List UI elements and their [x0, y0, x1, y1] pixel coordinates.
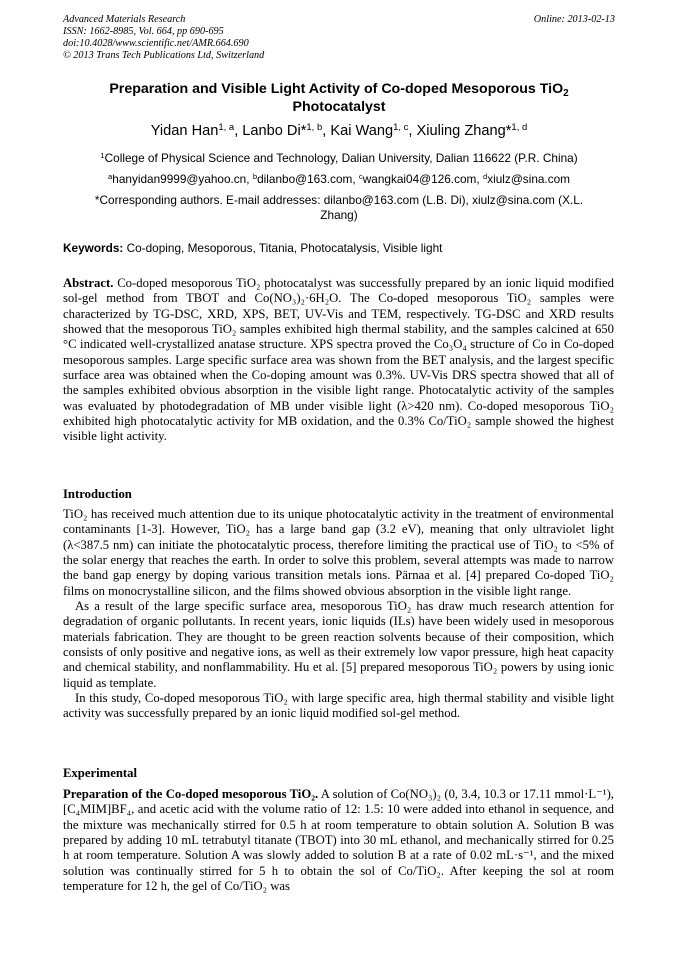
- keywords-label: Keywords:: [63, 241, 124, 255]
- keywords: [63, 241, 615, 256]
- email-marker: c: [358, 171, 363, 181]
- online-date: Online: 2013-02-13: [533, 14, 615, 25]
- author-marker: 1, d: [511, 121, 528, 133]
- affiliation-text: College of Physical Science and Technology, Dalian University, Dalian 116622 (P.R. China): [104, 151, 578, 165]
- author-name: Lanbo Di*: [242, 123, 307, 139]
- email-marker: d: [482, 171, 488, 181]
- abstract-text: Co-doped mesoporous TiO₂ photocatalyst was successfully prepared by an ionic liquid modified sol-gel method from TBOT and Co(NO₃)₂·6H₂O. The Co-doped mesoporous TiO₂ samples were characterized by TG-DSC, XRD, XPS, BET, UV-Vis and TEM, respectively. TG-DSC and XRD results showed that the mesoporous TiO₂ samples exhibited high thermal stability, and the samples calcined at 650 °C indicated well-crystallized anatase structure. XPS spectra proved the Co₃O₄ structure of Co in Co-doped mesoporous samples. Large specific surface area was shown from the BET analysis, and the largest specific surface area was obtained when the Co-doping amount was 0.3%. UV-Vis DRS spectra showed that all of the samples exhibited obvious absorption in the visible light range. Photocatalytic activity of the samples was evaluated by photodegradation of MB under visible light (λ>420 nm). Co-doped mesoporous TiO₂ exhibited high photocatalytic activity for MB oxidation, and the 0.3% Co/TiO₂ sample showed the highest visible light activity.: [63, 276, 614, 444]
- author-emails: $^a$hanyidan9999@yahoo.cn, $^b$dilanbo@163.com, $^c$wangkai04@126.com, $^d$xiulz@sina.com: [108, 171, 570, 186]
- affiliation-marker: 1: [100, 150, 105, 160]
- experimental-body: [63, 787, 614, 894]
- experimental-subheading: Preparation of the Co-doped mesoporous TiO₂.: [63, 787, 319, 801]
- introduction-paragraph-2: As a result of the large specific surface area, mesoporous TiO₂ has draw much research attention for degradation of organic pollutants. In recent years, ionic liquids (ILs) have been widely used in mesoporous materials fabrication. They are thought to be green reaction solvents because of their composition, which consists of only positive and negative ions, as well as their extremely low vapor pressure, high heat capacity and chemical stability, and nonflammability. Hu et al. [5] prepared mesoporous TiO₂ powers by using ionic liquid as template.: [63, 599, 614, 690]
- journal-header: [63, 14, 615, 62]
- introduction-heading: Introduction: [63, 487, 132, 501]
- journal-doi: doi:10.4028/www.scientific.net/AMR.664.690: [63, 38, 249, 49]
- experimental-heading: Experimental: [63, 766, 138, 780]
- abstract: [63, 276, 614, 445]
- introduction-paragraph-1: TiO₂ has received much attention due to its unique photocatalytic activity in the treatment of environmental contaminants [1-3]. However, TiO₂ has a large band gap (3.2 eV), meaning that only ultraviolet light (λ<387.5 nm) can initiate the photocatalytic process, therefore limiting the practical use of TiO₂ to <5% of the solar energy that reaches the earth. In order to solve this problem, several attempts was made to narrow the band gap energy by doping various transition metals ions. Pärnaa et al. [4] prepared Co-doped TiO₂ films on monocrystalline silicon, and the films showed obvious absorption in the visible light range.: [63, 507, 614, 598]
- title-line-1: Preparation and Visible Light Activity of Co-doped Mesoporous TiO: [109, 81, 564, 97]
- journal-name: Advanced Materials Research: [63, 14, 186, 25]
- email-address: wangkai04@126.com: [362, 172, 477, 186]
- author-marker: 1, b: [306, 121, 323, 133]
- email-marker: b: [252, 171, 258, 181]
- author-marker: 1, a: [218, 121, 235, 133]
- introduction-paragraph-3: In this study, Co-doped mesoporous TiO₂ with large specific area, high thermal stability and visible light activity was successfully prepared by an ionic liquid modified sol-gel method.: [63, 691, 614, 721]
- author-marker: 1, c: [393, 121, 409, 133]
- affiliation: [63, 151, 615, 166]
- author-name: Xiuling Zhang*: [416, 123, 512, 139]
- keywords-text: Co-doping, Mesoporous, Titania, Photocatalysis, Visible light: [126, 241, 443, 255]
- journal-issn: ISSN: 1662-8985, Vol. 664, pp 690-695: [63, 26, 224, 37]
- corresponding-authors: *Corresponding authors. E-mail addresses: dilanbo@163.com (L.B. Di), xiulz@sina.com (X.L. Zhang): [94, 193, 584, 222]
- author-name: Kai Wang: [330, 123, 394, 139]
- experimental-text: A solution of Co(NO₃)₂ (0, 3.4, 10.3 or 17.11 mmol·L⁻¹), [C₄MIM]BF₄, and acetic acid with the volume ratio of 12: 1.5: 10 were added into ethanol in sequence, and the mixture was mechanically stirred for 0.5 h at room temperature to obtain solution A. Solution B was prepared by adding 10 mL tetrabutyl titanate (TBOT) into 30 mL ethanol, and mechanically stirred for 0.25 h at room temperature. Solution A was slowly added to solution B at a rate of 0.02 mL·s⁻¹, and the mixed solution was continually stirred for 5 h to obtain the sol of Co/TiO₂. After keeping the sol at room temperature for 12 h, the gel of Co/TiO₂ was: [63, 787, 614, 894]
- author-name: Yidan Han: [150, 123, 219, 139]
- journal-copyright: © 2013 Trans Tech Publications Ltd, Switzerland: [63, 50, 265, 61]
- title-subscript: 2: [563, 87, 569, 99]
- abstract-label: Abstract.: [63, 276, 114, 290]
- author-list: Yidan Han$^{1, a}$, Lanbo Di*$^{1, b}$, Kai Wang$^{1, c}$, Xiuling Zhang*$^{1, d}$: [150, 121, 528, 139]
- email-address: hanyidan9999@yahoo.cn: [112, 172, 247, 186]
- title-line-2: Photocatalyst: [292, 99, 386, 115]
- email-marker: a: [108, 171, 113, 181]
- introduction-body: [63, 507, 614, 722]
- email-address: dilanbo@163.com: [257, 172, 353, 186]
- email-address: xiulz@sina.com: [487, 172, 570, 186]
- paper-title: [63, 80, 615, 116]
